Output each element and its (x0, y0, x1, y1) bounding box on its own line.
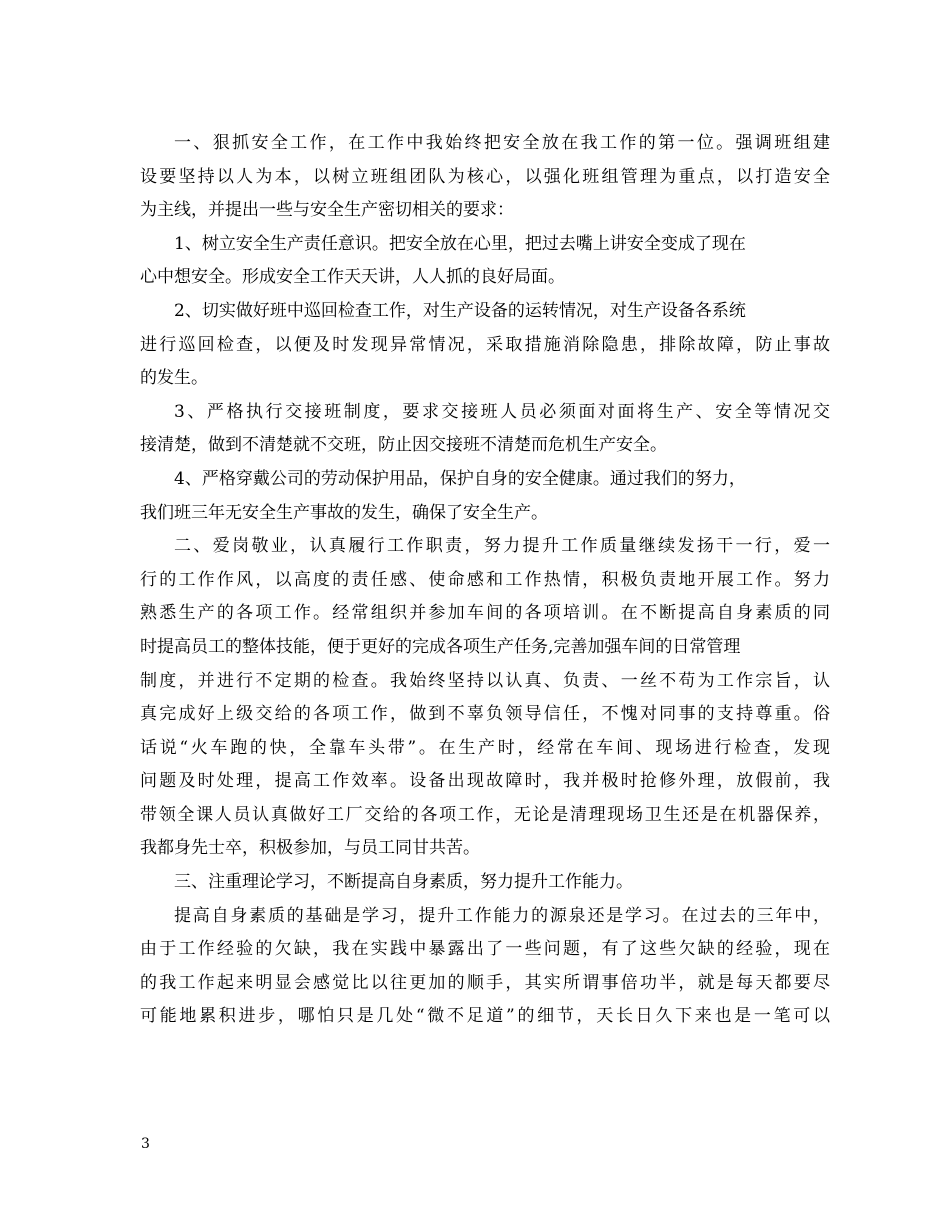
text-line: 为主线，并提出一些与安全生产密切相关的要求： (140, 200, 514, 221)
text-line: 话说“火车跑的快，全靠车头带”。在生产时，经常在车间、现场进行检查，发现 (140, 737, 830, 758)
text-line: 提高自身素质的基础是学习，提升工作能力的源泉还是学习。在过去的三年中， (174, 905, 830, 926)
text-line: 三、注重理论学习，不断提高自身素质，努力提升工作能力。 (174, 872, 633, 893)
text-line: 制度，并进行不定期的检查。我始终坚持以认真、负责、一丝不苟为工作宗旨，认 (140, 670, 830, 691)
text-line: 真完成好上级交给的各项工作，做到不辜负领导信任，不愧对同事的支持尊重。俗 (140, 704, 830, 725)
text-line: 可能地累积进步，哪怕只是几处“微不足道”的细节，天长日久下来也是一笔可以 (140, 1006, 830, 1027)
text-line: 熟悉生产的各项工作。经常组织并参加车间的各项培训。在不断提高自身素质的同 (140, 603, 830, 624)
page-number: 3 (141, 1136, 150, 1152)
text-line: 4、严格穿戴公司的劳动保护用品，保护自身的安全健康。通过我们的努力， (174, 468, 746, 489)
text-line: 心中想安全。形成安全工作天天讲，人人抓的良好局面。 (140, 267, 565, 288)
text-line: 带领全课人员认真做好工厂交给的各项工作，无论是清理现场卫生还是在机器保养， (140, 804, 830, 825)
text-line: 问题及时处理，提高工作效率。设备出现故障时，我并极时抢修外理，放假前，我 (140, 771, 830, 792)
text-line: 一、狠抓安全工作，在工作中我始终把安全放在我工作的第一位。强调班组建 (174, 133, 830, 153)
text-line: 我们班三年无安全生产事故的发生，确保了安全生产。 (140, 502, 548, 523)
text-line: 由于工作经验的欠缺，我在实践中暴露出了一些问题，有了这些欠缺的经验，现在 (140, 939, 830, 960)
text-line: 设要坚持以人为本，以树立班组团队为核心，以强化班组管理为重点，以打造安全 (140, 166, 830, 187)
text-line: 3、严格执行交接班制度，要求交接班人员必须面对面将生产、安全等情况交 (174, 401, 830, 422)
text-line: 2、切实做好班中巡回检查工作，对生产设备的运转情况，对生产设备各系统 (174, 300, 746, 321)
text-line: 时提高员工的整体技能，便于更好的完成各项生产任务,完善加强车间的日常管理 (140, 636, 741, 657)
text-line: 的我工作起来明显会感觉比以往更加的顺手，其实所谓事倍功半，就是每天都要尽 (140, 972, 830, 993)
text-line: 行的工作作风，以高度的责任感、使命感和工作热情，积极负责地开展工作。努力 (140, 569, 830, 590)
document-body (140, 127, 830, 1034)
text-line: 的发生。 (140, 368, 208, 389)
text-line: 我都身先士卒，积极参加，与员工同甘共苦。 (140, 838, 480, 859)
text-line: 二、爱岗敬业，认真履行工作职责，努力提升工作质量继续发扬干一行，爱一 (174, 536, 830, 557)
text-line: 1、树立安全生产责任意识。把安全放在心里，把过去嘴上讲安全变成了现在 (174, 233, 746, 254)
text-line: 进行巡回检查，以便及时发现异常情况，采取措施消除隐患，排除故障，防止事故 (140, 334, 830, 355)
text-line: 接清楚，做到不清楚就不交班，防止因交接班不清楚而危机生产安全。 (140, 435, 667, 456)
